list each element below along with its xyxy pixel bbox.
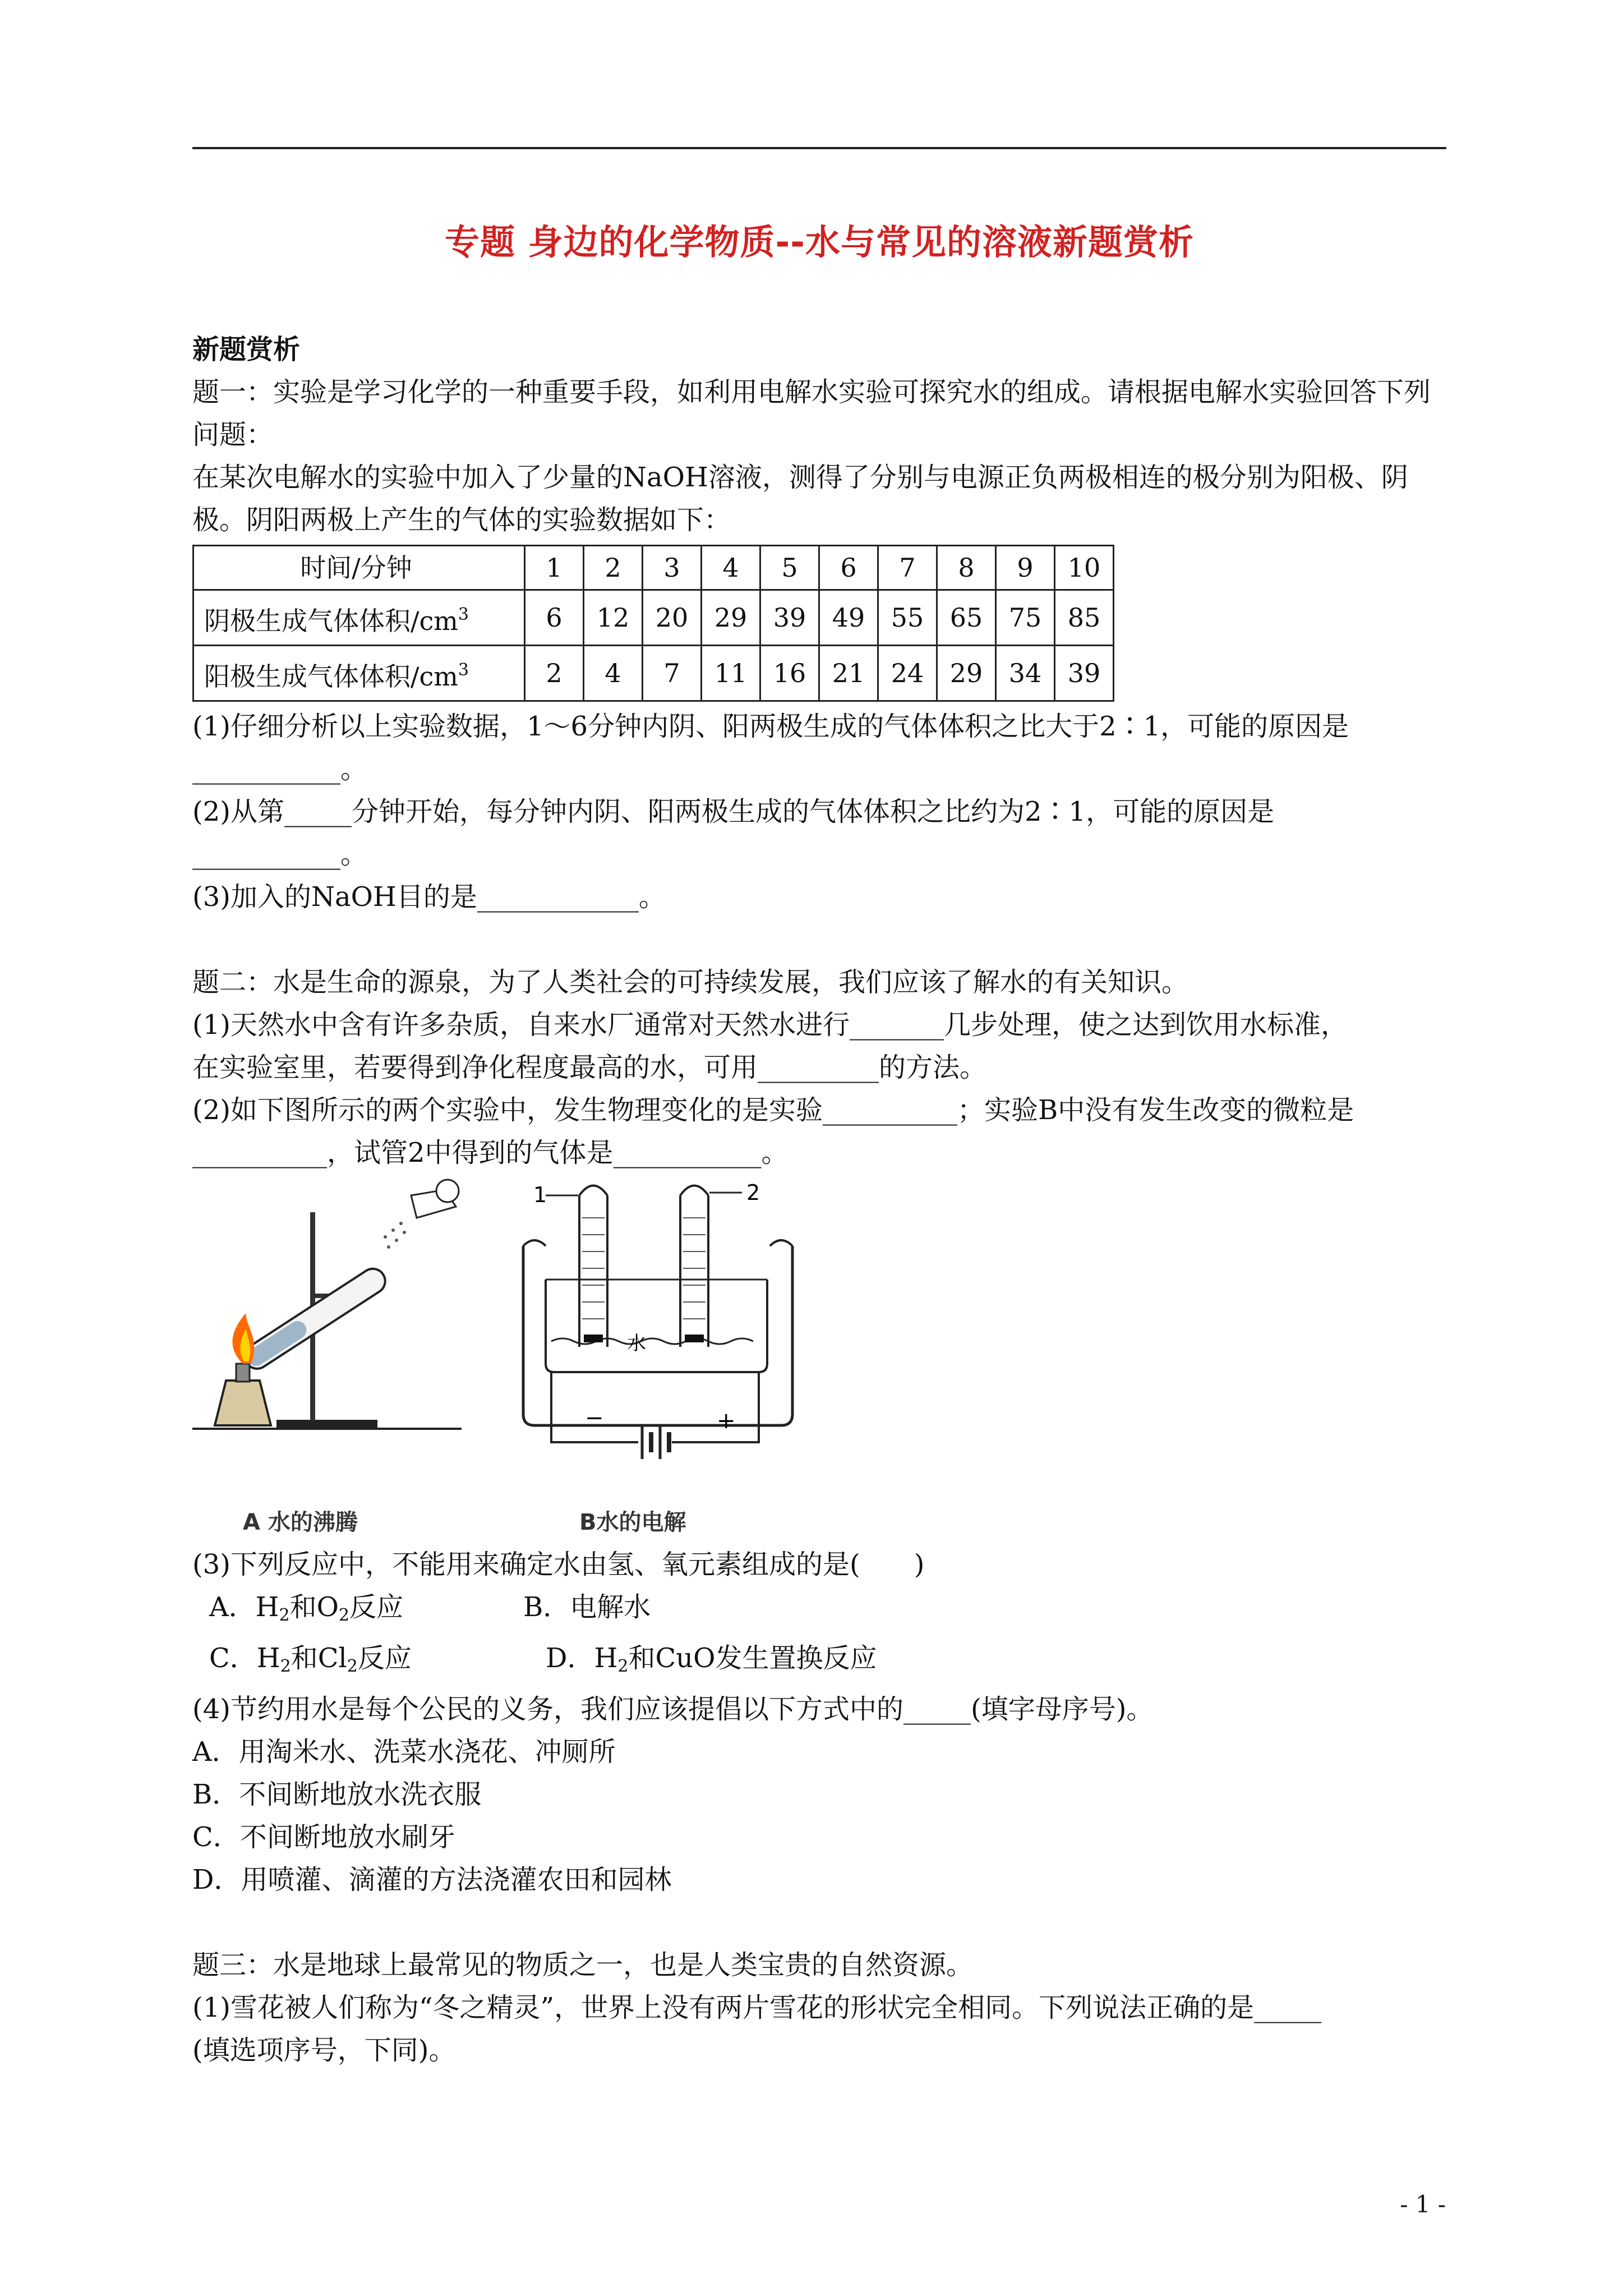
data-cell: 7 — [643, 646, 702, 701]
data-cell: 34 — [996, 646, 1055, 701]
data-cell: 12 — [584, 590, 643, 646]
data-cell: 65 — [937, 590, 996, 646]
time-cell: 3 — [643, 546, 702, 590]
data-cell: 11 — [702, 646, 760, 701]
header-label: 时间/分钟 — [193, 546, 525, 590]
option-b: B．电解水 — [523, 1591, 651, 1623]
document-body — [192, 328, 1446, 2072]
time-cell: 4 — [702, 546, 760, 590]
table-row — [193, 590, 1114, 646]
row-label: 阳极生成气体体积$/cm^3$ — [193, 646, 525, 701]
q1-part2: (2)从第_____分钟开始，每分钟内阴、阳两极生成的气体体积之比约为2∶1，可能的原因是 — [192, 796, 1275, 827]
time-cell: 1 — [525, 546, 584, 590]
q2-part4-option-b: B．不间断地放水洗衣服 — [192, 1779, 482, 1810]
data-cell: 21 — [819, 646, 878, 701]
data-cell: 39 — [760, 590, 819, 646]
plus-label: + — [717, 1408, 736, 1434]
time-cell: 6 — [819, 546, 878, 590]
page-number: - 1 - — [1400, 2191, 1446, 2218]
time-cell: 9 — [996, 546, 1055, 590]
q2-part4-option-d: D．用喷灌、滴灌的方法浇灌农田和园林 — [192, 1864, 672, 1895]
data-cell: 29 — [702, 590, 760, 646]
table-header-row — [193, 546, 1114, 590]
q1-part2-blank: ___________。 — [192, 839, 368, 870]
figure-b-caption: B水的电解 — [579, 1510, 686, 1535]
q1-intro-2: 在某次电解水的实验中加入了少量的NaOH溶液，测得了分别与电源正负两极相连的极分别为阳极、阴极。阴阳两极上产生的气体的实验数据如下： — [192, 462, 1408, 536]
time-cell: 7 — [878, 546, 937, 590]
q2-intro: 题二：水是生命的源泉，为了人类社会的可持续发展，我们应该了解水的有关知识。 — [192, 967, 1189, 998]
data-cell: 75 — [996, 590, 1055, 646]
q1-part1-blank: ___________。 — [192, 753, 368, 785]
option-a: A．$H_2$和$O_2$反应 — [209, 1591, 404, 1625]
q2-part2: (2)如下图所示的两个实验中，发生物理变化的是实验__________；实验B中没有发生改变的微粒是 — [192, 1094, 1354, 1126]
data-cell: 20 — [643, 590, 702, 646]
data-cell: 85 — [1055, 590, 1114, 646]
section-heading: 新题赏析 — [192, 334, 301, 365]
page-title: 专题 身边的化学物质--水与常见的溶液新题赏析 — [444, 222, 1195, 263]
q2-part1: (1)天然水中含有许多杂质，自来水厂通常对天然水进行_______几步处理，使之达到饮用水标准， — [192, 1009, 1348, 1041]
option-c: C．$H_2$和$Cl_2$反应 — [209, 1642, 412, 1676]
data-cell: 49 — [819, 590, 878, 646]
data-cell: 24 — [878, 646, 937, 701]
q2-part1-cont: 在实验室里，若要得到净化程度最高的水，可用_________的方法。 — [192, 1052, 987, 1083]
water-label: 水 — [627, 1332, 646, 1355]
time-cell: 2 — [584, 546, 643, 590]
q3-part1: (1)雪花被人们称为“冬之精灵”，世界上没有两片雪花的形状完全相同。下列说法正确的是_____ — [192, 1992, 1322, 2023]
minus-label: − — [585, 1405, 604, 1431]
data-cell: 6 — [525, 590, 584, 646]
q2-part3: (3)下列反应中，不能用来确定水由氢、氧元素组成的是( ) — [192, 1549, 925, 1580]
time-cell: 10 — [1055, 546, 1114, 590]
q2-part4-option-a: A．用淘米水、洗菜水浇花、冲厕所 — [192, 1736, 616, 1768]
header-rule — [192, 147, 1446, 149]
boiling-water-diagram — [192, 1179, 473, 1538]
data-cell: 39 — [1055, 646, 1114, 701]
q1-intro: 题一：实验是学习化学的一种重要手段，如利用电解水实验可探究水的组成。请根据电解水实验回答下列问题： — [192, 376, 1431, 450]
time-cell: 8 — [937, 546, 996, 590]
q2-part4-option-c: C．不间断地放水刷牙 — [192, 1821, 455, 1853]
tube-label-1: 1 — [533, 1182, 547, 1207]
data-cell: 2 — [525, 646, 584, 701]
figure-a-caption: A 水的沸腾 — [243, 1510, 358, 1535]
row-label: 阴极生成气体体积$/cm^3$ — [193, 590, 525, 646]
q3-intro: 题三：水是地球上最常见的物质之一，也是人类宝贵的自然资源。 — [192, 1949, 974, 1981]
data-cell: 29 — [937, 646, 996, 701]
electrolysis-diagram — [518, 1179, 809, 1538]
options-row-ab — [192, 1586, 1446, 1637]
experiment-data-table — [192, 545, 1114, 702]
q2-part2-cont: __________，试管2中得到的气体是___________。 — [192, 1137, 789, 1168]
time-cell: 5 — [760, 546, 819, 590]
data-cell: 4 — [584, 646, 643, 701]
table-row — [193, 646, 1114, 701]
option-d: D．$H_2$和CuO发生置换反应 — [546, 1642, 877, 1676]
experiment-figures — [192, 1179, 1446, 1538]
options-row-cd — [192, 1637, 1446, 1688]
tube-label-2: 2 — [746, 1180, 760, 1205]
data-cell: 16 — [760, 646, 819, 701]
q1-part3: (3)加入的NaOH目的是____________。 — [192, 881, 666, 913]
q1-part1: (1)仔细分析以上实验数据，1～6分钟内阴、阳两极生成的气体体积之比大于2∶1，可能的原因是 — [192, 711, 1349, 742]
q3-part1-cont: (填选项序号，下同)。 — [192, 2035, 456, 2066]
data-cell: 55 — [878, 590, 937, 646]
q2-part4: (4)节约用水是每个公民的义务，我们应该提倡以下方式中的_____(填字母序号)。 — [192, 1694, 1154, 1725]
